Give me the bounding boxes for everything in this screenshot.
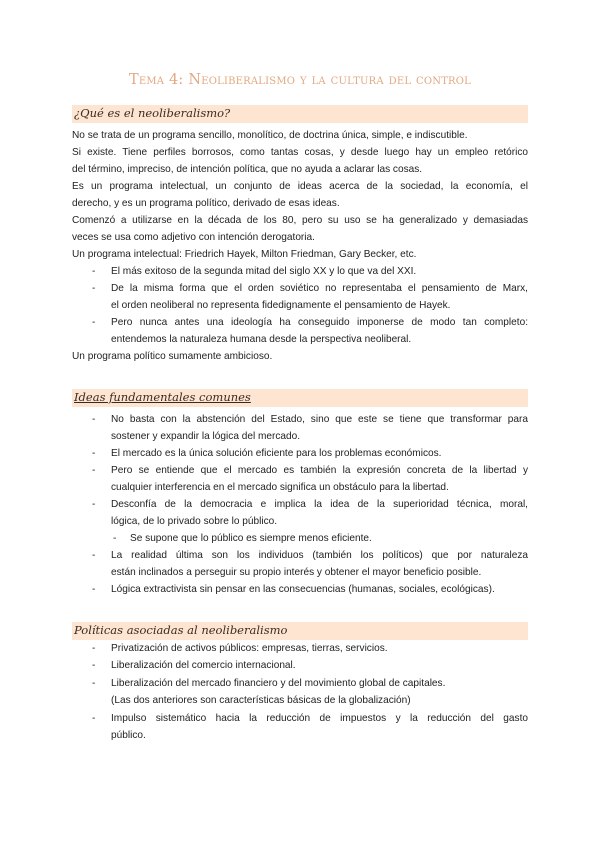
bullet-text: Lógica extractivista sin pensar en las consecuencias (humanas, sociales, ecológicas). [111, 584, 495, 595]
bullet-text: están inclinados a perseguir su propio interés y obtener el mayor beneficio posible. [111, 567, 482, 578]
bullet-dash: - [92, 713, 96, 724]
bullet-text: La realidad última son los individuos (también los políticos) que por naturaleza [111, 550, 528, 561]
bullet-dash: - [92, 660, 96, 671]
section-heading-band [72, 105, 528, 123]
section-heading-band [72, 389, 528, 407]
bullet-dash: - [92, 448, 96, 459]
paragraph-line: No se trata de un programa sencillo, monolítico, de doctrina única, simple, e indiscutible. [72, 130, 468, 141]
paragraph-line: Es un programa intelectual, un conjunto de ideas acerca de la sociedad, la economía, el [72, 181, 528, 192]
paragraph-line: Un programa político sumamente ambicioso. [72, 351, 273, 362]
paragraph-line: veces se usa como adjetivo con intención derogatoria. [72, 232, 315, 243]
section-heading: Políticas asociadas al neoliberalismo [74, 623, 288, 637]
bullet-dash: - [92, 678, 96, 689]
bullet-dash: - [92, 283, 96, 294]
bullet-text: Liberalización del comercio internacional. [111, 660, 296, 671]
bullet-text: Impulso sistemático hacia la reducción de impuestos y la reducción del gasto [111, 713, 528, 724]
bullet-dash: - [92, 499, 96, 510]
bullet-dash: - [92, 465, 96, 476]
bullet-text: cualquier interferencia en el mercado significa un obstáculo para la libertad. [111, 482, 449, 493]
bullet-text: público. [111, 730, 146, 741]
paragraph-line: Un programa intelectual: Friedrich Hayek, Milton Friedman, Gary Becker, etc. [72, 249, 417, 260]
page-title: Tema 4: Neoliberalismo y la cultura del control [128, 72, 472, 88]
bullet-dash: - [92, 584, 96, 595]
bullet-dash: - [92, 643, 96, 654]
bullet-text: No basta con la abstención del Estado, sino que este se tiene que transformar para [111, 414, 528, 425]
bullet-text: Pero se entiende que el mercado es también la expresión concreta de la libertad y [111, 465, 528, 476]
bullet-text: El más exitoso de la segunda mitad del siglo XX y lo que va del XXI. [111, 266, 417, 277]
paragraph-line: derecho, y es un programa político, derivado de esas ideas. [72, 198, 340, 209]
bullet-text: Pero nunca antes una ideología ha conseguido imponerse de modo tan completo: [111, 317, 528, 328]
paragraph-line: Si existe. Tiene perfiles borrosos, como tantas cosas, y desde luego hay un empleo retórico [72, 147, 528, 158]
section-heading: ¿Qué es el neoliberalismo? [74, 106, 231, 120]
sub-bullet-dash: - [113, 533, 117, 544]
paragraph-line: del término, impreciso, de intención política, que no ayuda a aclarar las cosas. [72, 164, 423, 175]
bullet-text: Liberalización del mercado financiero y del movimiento global de capitales. [111, 678, 446, 689]
bullet-dash: - [92, 266, 96, 277]
paragraph-line: Comenzó a utilizarse en la década de los 80, pero su uso se ha generalizado y demasiadas [72, 215, 528, 226]
bullet-text: sostener y expandir la lógica del mercado. [111, 431, 301, 442]
section-heading-band [72, 622, 528, 640]
section-heading: Ideas fundamentales comunes [74, 390, 251, 404]
bullet-dash: - [92, 414, 96, 425]
bullet-text: lógica, de lo privado sobre lo público. [111, 516, 278, 527]
bullet-dash: - [92, 550, 96, 561]
bullet-text: De la misma forma que el orden soviético no representaba el pensamiento de Marx, [111, 283, 528, 294]
bullet-text: entendemos la naturaleza humana desde la perspectiva neoliberal. [111, 334, 412, 345]
bullet-dash: - [92, 317, 96, 328]
bullet-text: Desconfía de la democracia e implica la idea de la superioridad técnica, moral, [111, 499, 528, 510]
bullet-text: Privatización de activos públicos: empresas, tierras, servicios. [111, 643, 388, 654]
bullet-text: el orden neoliberal no representa fidedignamente el pensamiento de Hayek. [111, 300, 451, 311]
sub-bullet-text: Se supone que lo público es siempre menos eficiente. [130, 533, 372, 544]
bullet-text: (Las dos anteriores son características básicas de la globalización) [111, 695, 411, 706]
bullet-text: El mercado es la única solución eficiente para los problemas económicos. [111, 448, 442, 459]
